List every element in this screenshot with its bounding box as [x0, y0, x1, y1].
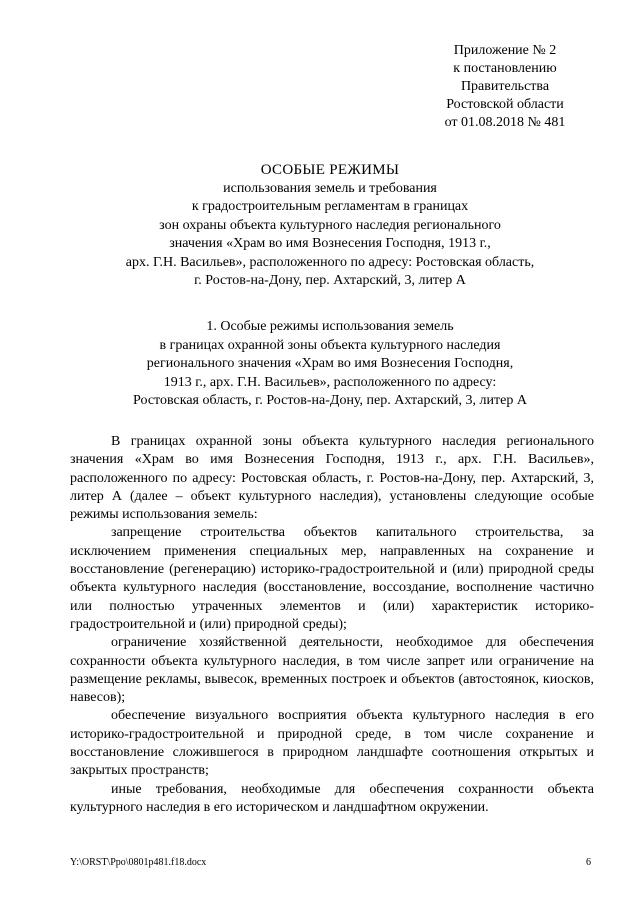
appendix-line: Правительства [460, 79, 550, 94]
section-line: 1913 г., арх. Г.Н. Васильев», расположенного по адресу: [163, 374, 497, 390]
body-paragraph: ограничение хозяйственной деятельности, необходимое для обеспечения сохранности объекта культурного наследия, в том числе запрет или ограничение на размещение рекламы, вывесок, временных построек и объектов (автостоянок, киосков, навесов); [70, 635, 594, 706]
section-line: в границах охранной зоны объекта культурного наследия [159, 337, 501, 353]
body-paragraph: запрещение строительства объектов капитального строительства, за исключением применения специальных мер, направленных на сохранение и восстановление (регенерацию) историко-градостроительной и (или) природной среды объекта культурного наследия (восстановление, воссоздание, восполнение частично или полностью утраченных элементов и (или) характеристик историко-градостроительной и (или) природной среды); [70, 525, 594, 632]
title-line: зон охраны объекта культурного наследия регионального [159, 217, 501, 233]
title-line: значения «Храм во имя Вознесения Господня, 1913 г., [169, 236, 491, 251]
footer-file-path: Y:\ORST\Ppo\0801p481.f18.docx [70, 857, 207, 868]
appendix-line: от 01.08.2018 № 481 [444, 115, 566, 130]
body-paragraph: иные требования, необходимые для обеспечения сохранности объекта культурного наследия в его историческом и ландшафтном окружении. [70, 781, 594, 815]
body-paragraph: обеспечение визуального восприятия объекта культурного наследия в его историко-градостроительной и природной среде, в том числе сохранение и восстановление сложившегося в природном ландшафте соотношения открытых и закрытых пространств; [70, 708, 594, 779]
appendix-line: Приложение № 2 [453, 43, 557, 58]
title-line: арх. Г.Н. Васильев», расположенного по адресу: Ростовская область, [125, 254, 535, 270]
appendix-header [400, 42, 610, 132]
appendix-line: к постановлению [453, 61, 557, 76]
document-title [60, 161, 600, 291]
section-line: регионального значения «Храм во имя Вознесения Господня, [146, 356, 514, 371]
section-heading [60, 318, 600, 411]
title-line: к градостроительным регламентам в границах [191, 199, 469, 214]
section-line: Ростовская область, г. Ростов-на-Дону, пер. Ахтарский, 3, литер А [133, 393, 527, 408]
page-number: 6 [586, 857, 591, 868]
body-text [70, 433, 594, 817]
appendix-line: Ростовской области [446, 97, 564, 112]
section-line: 1. Особые режимы использования земель [206, 319, 454, 334]
title-line: г. Ростов-на-Дону, пер. Ахтарский, 3, литер А [194, 273, 466, 288]
body-paragraph: В границах охранной зоны объекта культурного наследия регионального значения «Храм во имя Вознесения Господня, 1913 г., арх. Г.Н. Васильев», расположенного по адресу: Ростовская область, г. Ростов-на-Дону, пер. Ахтарский, 3, литер А (далее – объект культурного наследия), установлены следующие особые режимы использования земель: [70, 434, 594, 523]
title-line: использования земель и требования [223, 180, 437, 196]
main-title: ОСОБЫЕ РЕЖИМЫ [260, 162, 400, 178]
